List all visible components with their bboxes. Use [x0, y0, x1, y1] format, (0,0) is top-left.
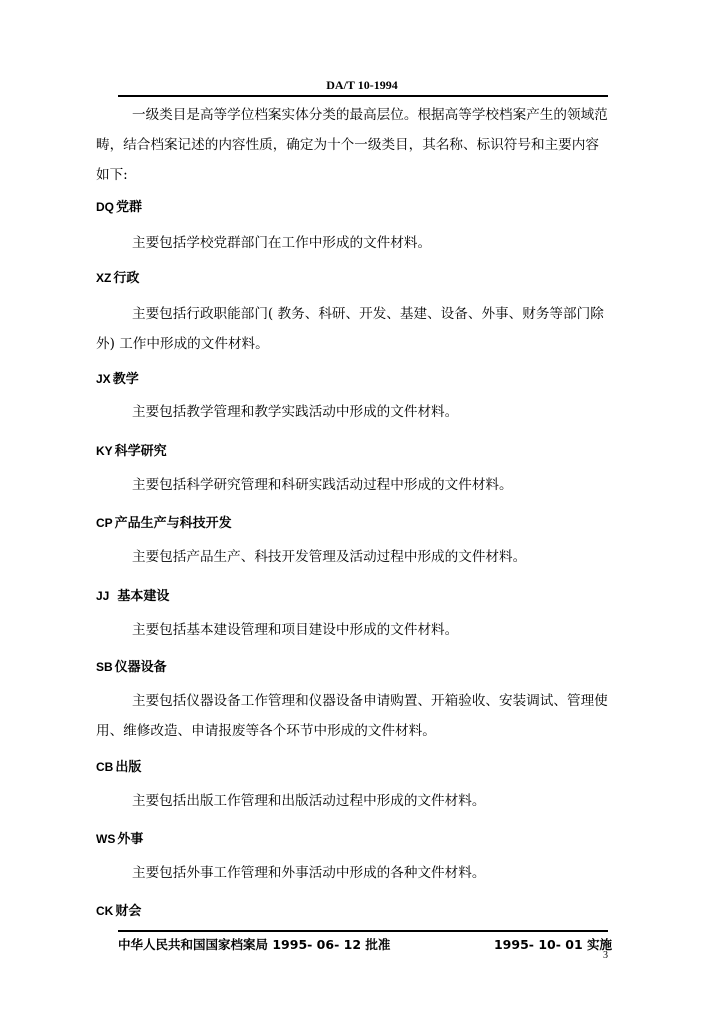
- category-code: DQ: [96, 200, 114, 214]
- approval-authority: 中华人民共和国国家档案局 1995- 06- 12 批准: [118, 937, 391, 952]
- category-code: JX: [96, 372, 111, 386]
- category-name: 仪器设备: [114, 660, 167, 675]
- category-heading-xz: [96, 267, 139, 286]
- footer-rule: [118, 930, 608, 932]
- category-heading-ky: [96, 440, 167, 459]
- category-name: 教学: [112, 372, 139, 387]
- category-heading-ws: [96, 828, 143, 847]
- category-code: CB: [96, 760, 114, 774]
- category-name: 出版: [115, 760, 142, 775]
- category-description-cb: 主要包括出版工作管理和出版活动过程中形成的文件材料。: [132, 793, 486, 809]
- category-name: 党群: [116, 200, 143, 215]
- category-code: CP: [96, 516, 113, 530]
- standard-code-header: DA/T 10-1994: [326, 78, 398, 92]
- header-rule: [118, 95, 608, 97]
- category-heading-dq: [96, 196, 142, 215]
- intro-paragraph: 一级类目是高等学位档案实体分类的最高层位。根据高等学校档案产生的领域范畴，结合档案记述的内容性质，确定为十个一级类目，其名称、标识符号和主要内容如下:: [96, 107, 608, 183]
- category-description-sb: 主要包括仪器设备工作管理和仪器设备申请购置、开箱验收、安装调试、管理使用、维修改造、申请报废等各个环节中形成的文件材料。: [96, 693, 608, 739]
- category-name: 行政: [113, 271, 140, 286]
- category-heading-jj: [96, 585, 169, 604]
- category-name: 基本建设: [117, 589, 170, 604]
- category-code: WS: [96, 832, 116, 846]
- category-description-cp: 主要包括产品生产、科技开发管理及活动过程中形成的文件材料。: [132, 549, 527, 565]
- category-code: XZ: [96, 271, 112, 285]
- category-name: 财会: [115, 904, 142, 919]
- category-description-jx: 主要包括教学管理和教学实践活动中形成的文件材料。: [132, 404, 459, 420]
- category-heading-jx: [96, 368, 139, 387]
- category-code: JJ: [96, 589, 110, 603]
- category-description-ws: 主要包括外事工作管理和外事活动中形成的各种文件材料。: [132, 865, 486, 881]
- category-description-xz: 主要包括行政职能部门( 教务、科研、开发、基建、设备、外事、财务等部门除外) 工作中形成的文件材料。: [96, 306, 604, 352]
- category-description-ky: 主要包括科学研究管理和科研实践活动过程中形成的文件材料。: [132, 477, 513, 493]
- category-code: KY: [96, 444, 113, 458]
- category-code: SB: [96, 660, 113, 674]
- category-code: CK: [96, 904, 114, 918]
- category-heading-ck: [96, 900, 141, 919]
- category-heading-cp: [96, 512, 232, 531]
- category-name: 科学研究: [114, 444, 167, 459]
- category-heading-cb: [96, 756, 141, 775]
- category-name: 产品生产与科技开发: [114, 516, 232, 531]
- category-heading-sb: [96, 656, 167, 675]
- category-description-dq: 主要包括学校党群部门在工作中形成的文件材料。: [132, 235, 432, 251]
- page-number: 3: [603, 950, 608, 961]
- implementation-date: 1995- 10- 01 实施: [493, 937, 612, 952]
- category-name: 外事: [117, 832, 144, 847]
- category-description-jj: 主要包括基本建设管理和项目建设中形成的文件材料。: [132, 622, 459, 638]
